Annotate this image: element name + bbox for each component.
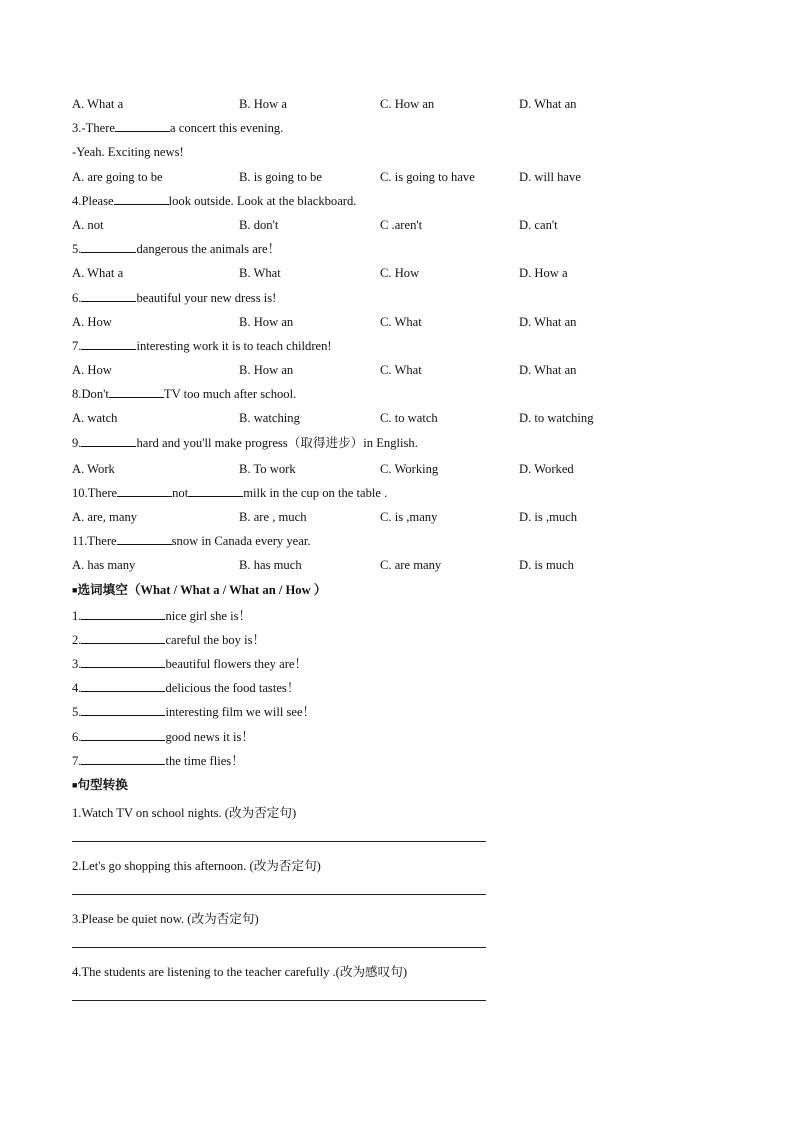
section-title: 句型转换 xyxy=(77,777,128,792)
section-title: 选词填空（What / What a / What an / How ） xyxy=(77,582,327,597)
option-b: B. How an xyxy=(239,314,294,329)
options-row xyxy=(72,459,732,483)
transform-item: 1.Watch TV on school nights. (改为否定句) xyxy=(72,805,297,820)
option-d: D. What an xyxy=(519,314,577,329)
section-heading xyxy=(72,775,732,803)
option-d: D. What an xyxy=(519,97,577,111)
option-a: A. are, many xyxy=(72,510,138,524)
fill-item: 5. interesting film we will see！ xyxy=(72,702,732,726)
option-c: C. How an xyxy=(380,97,435,111)
option-c: C. to watch xyxy=(380,411,438,426)
option-d: D. will have xyxy=(519,169,581,184)
answer-blank[interactable] xyxy=(114,191,169,205)
question-stem: 7. interesting work it is to teach children! xyxy=(72,336,732,360)
option-b: B. are , much xyxy=(239,510,307,524)
option-a: A. watch xyxy=(72,411,118,426)
options-row xyxy=(72,167,732,191)
answer-blank[interactable] xyxy=(81,727,165,741)
option-a: A. Work xyxy=(72,461,115,476)
answer-blank[interactable] xyxy=(81,630,165,644)
option-d: D. What an xyxy=(519,363,577,378)
option-a: A. How xyxy=(72,363,112,378)
options-row xyxy=(72,360,732,384)
option-a: A. What a xyxy=(72,266,124,281)
fill-item: 1. nice girl she is！ xyxy=(72,606,732,630)
answer-blank[interactable] xyxy=(81,433,136,447)
answer-blank[interactable] xyxy=(188,483,243,497)
question-stem: 9. hard and you'll make progress（取得进步）in English. xyxy=(72,433,732,459)
option-d: D. is much xyxy=(519,558,574,573)
transform-item: 4.The students are listening to the teacher carefully .(改为感叹句) xyxy=(72,964,408,979)
fill-item: 7. the time flies！ xyxy=(72,751,732,775)
fill-item: 4. delicious the food tastes！ xyxy=(72,678,732,702)
option-d: D. is ,much xyxy=(519,510,578,524)
option-c: C. are many xyxy=(380,558,442,573)
option-c: C .aren't xyxy=(380,217,423,232)
question-stem: 3.-There a concert this evening. xyxy=(72,118,732,142)
section-heading xyxy=(72,580,732,606)
options-row xyxy=(72,555,732,579)
question-stem: 4.Please look outside. Look at the blackboard. xyxy=(72,191,732,215)
option-b: B. watching xyxy=(239,411,300,426)
option-b: B. To work xyxy=(239,461,296,476)
answer-blank[interactable] xyxy=(81,288,136,302)
option-c: C. How xyxy=(380,266,420,281)
answer-blank[interactable] xyxy=(81,336,136,350)
answer-blank[interactable] xyxy=(81,678,165,692)
question-extra-line: -Yeah. Exciting news! xyxy=(72,145,184,160)
answer-blank[interactable] xyxy=(81,751,165,765)
option-c: C. is ,many xyxy=(380,510,438,524)
option-d: D. can't xyxy=(519,217,558,232)
answer-blank[interactable] xyxy=(115,118,170,132)
option-a: A. not xyxy=(72,217,104,232)
option-b: B. is going to be xyxy=(239,169,322,184)
question-stem: 5. dangerous the animals are！ xyxy=(72,239,732,263)
square-bullet-icon: ■ xyxy=(72,779,78,790)
option-a: A. has many xyxy=(72,558,136,573)
option-d: D. to watching xyxy=(519,411,594,426)
answer-blank[interactable] xyxy=(81,702,165,716)
option-a: A. are going to be xyxy=(72,169,163,184)
options-row xyxy=(72,507,732,531)
options-row xyxy=(72,94,732,118)
option-c: C. What xyxy=(380,363,422,378)
options-row xyxy=(72,408,732,432)
question-stem: 10.There not milk in the cup on the table . xyxy=(72,483,732,507)
option-d: D. Worked xyxy=(519,461,574,476)
answer-blank[interactable] xyxy=(117,531,172,545)
option-b: B. How a xyxy=(239,97,287,111)
question-stem: 11.There snow in Canada every year. xyxy=(72,531,732,555)
option-b: B. has much xyxy=(239,558,302,573)
options-row xyxy=(72,312,732,336)
option-b: B. don't xyxy=(239,217,279,232)
transform-item: 3.Please be quiet now. (改为否定句) xyxy=(72,911,259,926)
answer-line[interactable] xyxy=(72,935,486,948)
question-stem: 8.Don't TV too much after school. xyxy=(72,384,732,408)
option-c: C. is going to have xyxy=(380,169,475,184)
options-row xyxy=(72,215,732,239)
question-stem: 6. beautiful your new dress is! xyxy=(72,288,732,312)
answer-blank[interactable] xyxy=(81,654,165,668)
option-a: A. How xyxy=(72,314,112,329)
answer-blank[interactable] xyxy=(109,384,164,398)
answer-line[interactable] xyxy=(72,829,486,842)
transform-item: 2.Let's go shopping this afternoon. (改为否定句) xyxy=(72,858,321,873)
answer-blank[interactable] xyxy=(81,606,165,620)
fill-item: 2. careful the boy is！ xyxy=(72,630,732,654)
answer-line[interactable] xyxy=(72,988,486,1001)
options-row xyxy=(72,263,732,287)
option-b: B. How an xyxy=(239,363,294,378)
option-a: A. What a xyxy=(72,97,124,111)
option-c: C. Working xyxy=(380,461,439,476)
worksheet-page xyxy=(72,94,732,1015)
option-d: D. How a xyxy=(519,266,568,281)
option-c: C. What xyxy=(380,314,422,329)
fill-item: 3. beautiful flowers they are！ xyxy=(72,654,732,678)
square-bullet-icon: ■ xyxy=(72,584,78,595)
answer-line[interactable] xyxy=(72,882,486,895)
answer-blank[interactable] xyxy=(81,239,136,253)
option-b: B. What xyxy=(239,266,281,281)
fill-item: 6. good news it is！ xyxy=(72,727,732,751)
answer-blank[interactable] xyxy=(117,483,172,497)
